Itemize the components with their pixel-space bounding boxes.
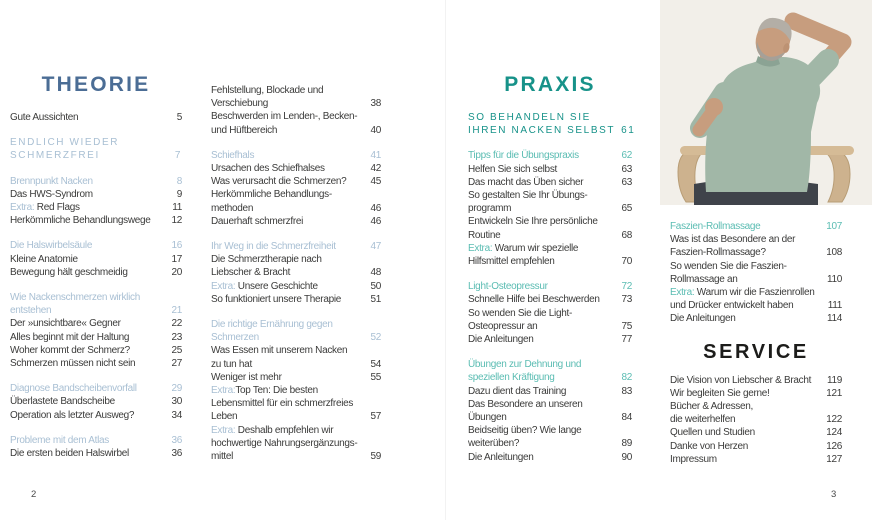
- toc-entry-page-number: 63: [621, 176, 632, 188]
- toc-entry: [211, 344, 381, 370]
- toc-entry: [10, 357, 182, 370]
- toc-entry-title: Kleine Anatomie: [10, 253, 78, 265]
- toc-entry: [670, 374, 842, 387]
- toc-entry-page-number: 27: [171, 358, 182, 370]
- toc-entry-title: Schiefhals: [211, 149, 255, 161]
- toc-entry: [211, 280, 381, 293]
- extra-prefix: Extra:: [211, 280, 236, 292]
- toc-entry-title: Gute Aussichten: [10, 112, 79, 123]
- toc-entry: [468, 189, 632, 215]
- toc-entry-title: Liebscher & Bracht: [211, 267, 291, 279]
- toc-entry-title: SO BEHANDELN SIE: [468, 112, 591, 123]
- extra-prefix: Extra:: [10, 202, 35, 214]
- toc-entry-title: Die Halswirbelsäule: [10, 240, 93, 252]
- toc-entry: [10, 447, 182, 460]
- toc-entry-title: Ihr Weg in die Schmerzfreiheit: [211, 241, 336, 253]
- toc-entry-page-number: 12: [171, 215, 182, 227]
- toc-entry: [211, 318, 381, 344]
- toc-entry: [10, 214, 182, 227]
- toc-entry-title: Diagnose Bandscheibenvorfall: [10, 383, 137, 395]
- toc-entry: [670, 426, 842, 439]
- toc-entry-page-number: 52: [370, 332, 381, 344]
- toc-entry-title: Übungen zur Dehnung und: [468, 359, 582, 371]
- toc-entry-title: So wenden Sie die Faszien-: [670, 260, 787, 272]
- toc-entry-title: Impressum: [670, 453, 717, 465]
- toc-entry: [468, 280, 632, 293]
- toc-entry-page-number: 16: [171, 240, 182, 252]
- toc-entry-page-number: 75: [621, 320, 632, 332]
- toc-entry-title: Tipps für die Übungspraxis: [468, 150, 579, 162]
- toc-entry-title: Beidseitig üben? Wie lange: [468, 425, 582, 437]
- toc-entry-title: Entwickeln Sie Ihre persönliche: [468, 216, 598, 228]
- toc-entry: [670, 440, 842, 453]
- toc-entry: [10, 331, 182, 344]
- toc-entry-page-number: 7: [174, 150, 182, 162]
- extra-prefix: Extra:: [211, 385, 236, 397]
- toc-entry-page-number: 50: [370, 280, 381, 292]
- toc-entry: [10, 395, 182, 408]
- toc-entry: [10, 111, 182, 124]
- toc-entry: [670, 220, 842, 233]
- toc-entry: [10, 291, 182, 317]
- toc-entry-title: Die ersten beiden Halswirbel: [10, 448, 129, 460]
- toc-column-service: [670, 220, 842, 466]
- extra-prefix: Extra:: [468, 242, 493, 254]
- toc-entry-page-number: 47: [370, 241, 381, 253]
- page-number-right: 3: [831, 489, 837, 500]
- toc-entry: [10, 382, 182, 395]
- toc-entry-title: IHREN NACKEN SELBST: [468, 125, 616, 137]
- toc-entry-page-number: 23: [171, 331, 182, 343]
- toc-entry-title: Routine: [468, 229, 501, 241]
- toc-entry-page-number: 89: [621, 438, 632, 450]
- toc-entry-title: Wie Nackenschmerzen wirklich: [10, 292, 140, 304]
- toc-entry-title: Das Besondere an unseren: [468, 398, 583, 410]
- toc-entry-page-number: 63: [621, 163, 632, 175]
- toc-entry-page-number: 20: [171, 266, 182, 278]
- toc-entry-title: Die richtige Ernährung gegen: [211, 319, 333, 331]
- toc-entry-title: So gestalten Sie Ihr Übungs-: [468, 190, 588, 202]
- toc-entry-title: Wir begleiten Sie gerne!: [670, 387, 770, 399]
- toc-entry-page-number: 29: [171, 383, 182, 395]
- toc-entry-title: Der »unsichtbare« Gegner: [10, 318, 121, 330]
- toc-entry: [211, 162, 381, 175]
- toc-entry-title: hochwertige Nahrungsergänzungs-: [211, 437, 358, 449]
- toc-entry-title: und Hüftbereich: [211, 124, 278, 136]
- theorie-heading: THEORIE: [41, 73, 151, 96]
- toc-entry-title: Brennpunkt Nacken: [10, 175, 93, 187]
- toc-entry: [10, 239, 182, 252]
- toc-entry-page-number: 73: [621, 294, 632, 306]
- toc-entry-page-number: 55: [370, 371, 381, 383]
- toc-entry-title: Was verursacht die Schmerzen?: [211, 176, 347, 188]
- toc-entry-page-number: 40: [370, 124, 381, 136]
- toc-entry-page-number: 107: [826, 221, 842, 232]
- extra-prefix: Extra:: [670, 287, 695, 299]
- toc-entry-title: Herkömmliche Behandlungswege: [10, 215, 151, 227]
- toc-entry-title: Leben: [211, 411, 238, 423]
- toc-entry: [468, 385, 632, 398]
- toc-entry-page-number: 119: [826, 374, 842, 386]
- toc-entry-title: Extra:Top Ten: Die besten: [211, 385, 318, 397]
- toc-entry-title: zu tun hat: [211, 358, 252, 370]
- toc-entry-page-number: 36: [171, 448, 182, 460]
- toc-entry: [670, 387, 842, 400]
- toc-entry-page-number: 83: [621, 385, 632, 397]
- toc-entry: [10, 188, 182, 201]
- toc-entry-page-number: 127: [826, 453, 842, 465]
- extra-prefix: Extra:: [211, 424, 236, 436]
- toc-entry-title: Überlastete Bandscheibe: [10, 396, 115, 408]
- toc-entry: [211, 188, 381, 214]
- toc-entry: [10, 266, 182, 279]
- toc-entry: [468, 111, 636, 137]
- toc-entry-title: weiterüben?: [468, 438, 520, 450]
- toc-entry-title: Quellen und Studien: [670, 427, 755, 439]
- toc-entry-title: Bücher & Adressen,: [670, 401, 753, 413]
- toc-entry-page-number: 30: [171, 396, 182, 408]
- toc-entry-page-number: 38: [370, 98, 381, 110]
- toc-entry: [211, 293, 381, 306]
- toc-entry-page-number: 70: [621, 256, 632, 268]
- toc-entry-page-number: 61: [621, 125, 636, 137]
- toc-entry-title: entstehen: [10, 305, 52, 317]
- toc-entry-title: Was ist das Besondere an der: [670, 234, 796, 246]
- toc-entry-title: Danke von Herzen: [670, 440, 749, 452]
- toc-entry: [10, 175, 182, 188]
- toc-entry-title: So wenden Sie die Light-: [468, 307, 572, 319]
- toc-entry: [670, 233, 842, 259]
- toc-entry-page-number: 45: [370, 176, 381, 188]
- toc-entry-title: Beschwerden im Lenden-, Becken-: [211, 111, 358, 123]
- toc-entry-title: Was Essen mit unserem Nacken: [211, 345, 348, 357]
- toc-entry-page-number: 62: [621, 150, 632, 162]
- toc-entry-title: Operation als letzter Ausweg?: [10, 409, 135, 421]
- toc-entry-title: Bewegung hält geschmeidig: [10, 266, 128, 278]
- toc-entry-page-number: 126: [826, 440, 842, 452]
- toc-entry-title: Fehlstellung, Blockade und: [211, 85, 324, 96]
- toc-entry-page-number: 124: [826, 427, 842, 439]
- toc-entry: [670, 400, 842, 426]
- toc-entry-page-number: 8: [176, 175, 182, 187]
- toc-entry-title: Extra: Warum wir spezielle: [468, 242, 579, 254]
- toc-entry-page-number: 54: [370, 358, 381, 370]
- toc-entry: [670, 286, 842, 312]
- toc-entry-title: Helfen Sie sich selbst: [468, 163, 558, 175]
- toc-column-praxis: [468, 73, 636, 464]
- toc-entry-title: die weiterhelfen: [670, 414, 736, 426]
- toc-entry-title: Woher kommt der Schmerz?: [10, 344, 130, 356]
- toc-entry: [468, 424, 632, 450]
- toc-entry-page-number: 25: [171, 344, 182, 356]
- toc-entry-page-number: 17: [171, 253, 182, 265]
- toc-entry: [10, 201, 182, 214]
- toc-entry-title: Die Vision von Liebscher & Bracht: [670, 374, 812, 386]
- toc-entry: [468, 176, 632, 189]
- toc-entry-title: Dauerhaft schmerzfrei: [211, 215, 304, 227]
- toc-entry-title: Extra: Red Flags: [10, 202, 80, 214]
- toc-entry-title: Die Anleitungen: [670, 313, 736, 325]
- toc-entry-title: Alles beginnt mit der Haltung: [10, 331, 130, 343]
- toc-entry: [211, 240, 381, 253]
- toc-entry-title: Faszien-Rollmassage?: [670, 247, 766, 259]
- toc-entry-title: methoden: [211, 202, 254, 214]
- toc-entry: [468, 451, 632, 464]
- toc-entry-title: Weniger ist mehr: [211, 371, 282, 383]
- toc-entry-title: Dazu dient das Training: [468, 385, 567, 397]
- page-gutter-divider: [445, 0, 446, 520]
- toc-entry-title: Probleme mit dem Atlas: [10, 434, 109, 446]
- toc-entry-title: Die Anleitungen: [468, 334, 534, 346]
- toc-entry: [10, 434, 182, 447]
- toc-entry: [211, 175, 381, 188]
- toc-entry: [468, 163, 632, 176]
- toc-entry-title: und Drücker entwickelt haben: [670, 300, 794, 312]
- toc-entry-page-number: 90: [621, 451, 632, 463]
- toc-entry-title: Schmerzen: [211, 332, 259, 344]
- toc-entry-title: Die Anleitungen: [468, 451, 534, 463]
- toc-entry-title: ENDLICH WIEDER: [10, 137, 120, 149]
- toc-entry-title: Extra: Warum wir die Faszienrollen: [670, 287, 815, 299]
- toc-entry: [670, 453, 842, 466]
- toc-entry: [468, 215, 632, 241]
- toc-entry-page-number: 51: [370, 293, 381, 305]
- toc-entry-title: Osteopressur an: [468, 320, 538, 332]
- exercise-photo-man-neck-stretch: [660, 0, 872, 205]
- toc-entry-page-number: 36: [171, 434, 182, 446]
- toc-entry: [10, 253, 182, 266]
- toc-entry-page-number: 82: [621, 372, 632, 384]
- toc-entry-page-number: 114: [826, 313, 842, 325]
- toc-entry-page-number: 46: [370, 215, 381, 227]
- toc-entry-title: mittel: [211, 451, 234, 463]
- toc-entry-title: Schnelle Hilfe bei Beschwerden: [468, 294, 600, 306]
- toc-entry-page-number: 121: [826, 387, 842, 399]
- toc-column-theorie: [10, 74, 182, 460]
- toc-column-theorie-continued: [211, 84, 381, 463]
- toc-entry-page-number: 72: [621, 281, 632, 293]
- toc-entry-page-number: 84: [621, 412, 632, 424]
- toc-entry-title: SCHMERZFREI: [10, 150, 100, 162]
- toc-entry: [670, 260, 842, 286]
- toc-entry-page-number: 21: [171, 305, 182, 317]
- toc-entry: [211, 149, 381, 162]
- toc-entry: [468, 398, 632, 424]
- toc-entry-page-number: 9: [176, 188, 182, 200]
- toc-entry-title: programm: [468, 203, 512, 215]
- page-number-left: 2: [31, 489, 37, 500]
- toc-entry: [211, 84, 381, 110]
- toc-entry: [10, 344, 182, 357]
- toc-entry-title: Light-Osteopressur: [468, 281, 548, 293]
- toc-entry-page-number: 110: [826, 273, 842, 285]
- toc-entry-page-number: 59: [370, 451, 381, 463]
- toc-entry-page-number: 57: [370, 411, 381, 423]
- toc-entry-title: Hilfsmittel empfehlen: [468, 256, 555, 268]
- toc-entry-title: Faszien-Rollmassage: [670, 221, 761, 232]
- toc-entry-page-number: 122: [826, 414, 842, 426]
- toc-entry: [10, 136, 182, 162]
- toc-entry: [10, 409, 182, 422]
- toc-entry-page-number: 46: [370, 202, 381, 214]
- toc-entry-title: Lebensmittel für ein schmerzfreies: [211, 398, 354, 410]
- toc-entry-title: Ursachen des Schiefhalses: [211, 163, 325, 175]
- toc-entry-title: Extra: Unsere Geschichte: [211, 280, 318, 292]
- toc-entry-page-number: 77: [621, 334, 632, 346]
- toc-entry-title: Das macht das Üben sicher: [468, 176, 584, 188]
- toc-entry-title: Übungen: [468, 412, 507, 424]
- toc-entry: [468, 149, 632, 162]
- toc-entry-title: Schmerzen müssen nicht sein: [10, 358, 136, 370]
- toc-entry-page-number: 108: [826, 247, 842, 259]
- toc-entry-title: Extra: Deshalb empfehlen wir: [211, 424, 334, 436]
- toc-entry: [468, 242, 632, 268]
- toc-entry: [211, 384, 381, 424]
- toc-entry-page-number: 48: [370, 267, 381, 279]
- toc-entry-page-number: 34: [171, 409, 182, 421]
- toc-entry: [670, 312, 842, 325]
- toc-entry: [468, 293, 632, 306]
- toc-entry: [211, 253, 381, 279]
- toc-entry: [211, 424, 381, 464]
- toc-entry-page-number: 68: [621, 229, 632, 241]
- toc-entry-title: Rollmassage an: [670, 273, 738, 285]
- service-heading: SERVICE: [703, 340, 809, 363]
- toc-entry-page-number: 22: [171, 318, 182, 330]
- toc-entry: [10, 317, 182, 330]
- toc-entry-title: Verschiebung: [211, 98, 269, 110]
- toc-entry: [468, 307, 632, 333]
- toc-entry-page-number: 65: [621, 203, 632, 215]
- toc-entry: [211, 371, 381, 384]
- toc-entry: [211, 110, 381, 136]
- praxis-heading: PRAXIS: [504, 73, 596, 96]
- toc-entry: [211, 215, 381, 228]
- toc-entry: [468, 333, 632, 346]
- toc-entry-title: Herkömmliche Behandlungs-: [211, 189, 332, 201]
- toc-entry-page-number: 11: [172, 202, 182, 214]
- toc-entry-title: Die Schmerztherapie nach: [211, 254, 322, 266]
- toc-entry-page-number: 111: [827, 300, 842, 312]
- toc-entry: [468, 358, 632, 384]
- toc-entry-page-number: 41: [370, 149, 381, 161]
- toc-entry-page-number: 42: [370, 163, 381, 175]
- toc-entry-page-number: 5: [176, 112, 182, 123]
- toc-entry-title: Das HWS-Syndrom: [10, 188, 93, 200]
- toc-entry-title: speziellen Kräftigung: [468, 372, 555, 384]
- toc-entry-title: So funktioniert unsere Therapie: [211, 293, 342, 305]
